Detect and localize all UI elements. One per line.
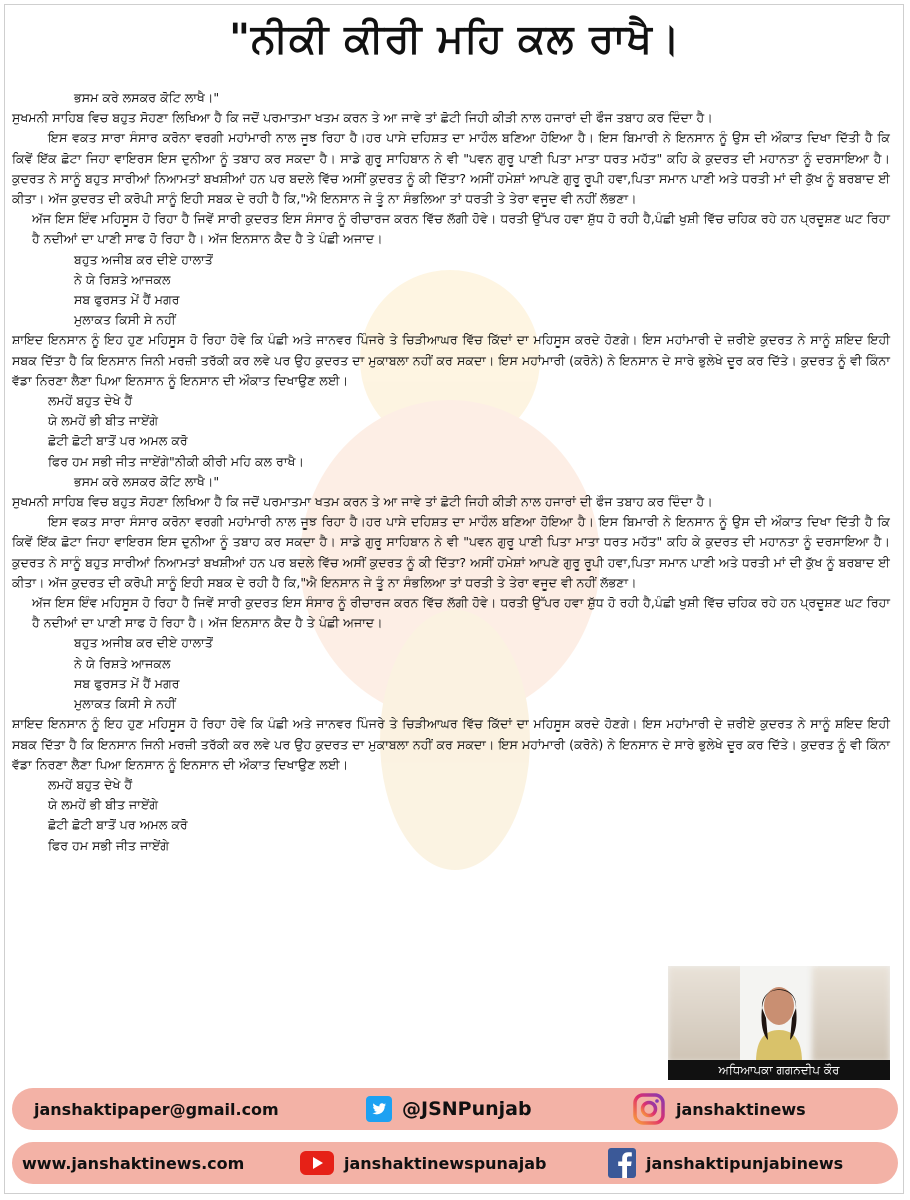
poem-line: ਯੇ ਲਮਹੇਂ ਭੀ ਬੀਤ ਜਾਏਂਗੇ <box>48 797 158 813</box>
facebook-link[interactable] <box>608 1148 843 1178</box>
poem-line: ਮੁਲਾਕਤ ਕਿਸੀ ਸੇ ਨਹੀਂ <box>74 312 176 328</box>
poem-line: ਲਮਹੇਂ ਬਹੁਤ ਦੇਖੇ ਹੈਂ <box>48 393 133 409</box>
blurred-background-right <box>812 966 890 1062</box>
paragraph: ਇਸ ਵਕਤ ਸਾਰਾ ਸੰਸਾਰ ਕਰੋਨਾ ਵਰਗੀ ਮਹਾਂਮਾਰੀ ਨਾਲ ਜੂਝ ਰਿਹਾ ਹੈ।ਹਰ ਪਾਸੇ ਦਹਿਸ਼ਤ ਦਾ ਮਾਹੌਲ ਬਣਿਆ ਹੋਇਆ ਹੈ। ਇਸ ਬਿਮਾਰੀ ਨੇ ਇਨਸਾਨ ਨੂੰ ਉਸ ਦੀ ਔਕਾਤ ਦਿਖਾ ਦਿੱਤੀ ਹੈ ਕਿ ਕਿਵੇਂ ਇੱਕ ਛੋਟਾ ਜਿਹਾ ਵਾਇਰਸ ਇਸ ਦੁਨੀਆ ਨੂੰ ਤਬਾਹ ਕਰ ਸਕਦਾ ਹੈ। ਸਾਡੇ ਗੁਰੂ ਸਾਹਿਬਾਨ ਨੇ ਵੀ "ਪਵਨ ਗੁਰੂ ਪਾਣੀ ਪਿਤਾ ਮਾਤਾ ਧਰਤ ਮਹੱਤ" ਕਹਿ ਕੇ ਕੁਦਰਤ ਦੀ ਮਹਾਨਤਾ ਨੂੰ ਦਰਸਾਇਆ ਹੈ। ਕੁਦਰਤ ਨੇ ਸਾਨੂੰ ਬਹੁਤ ਸਾਰੀਆਂ ਨਿਆਮਤਾਂ ਬਖਸ਼ੀਆਂ ਹਨ ਪਰ ਬਦਲੇ ਵਿੱਚ ਅਸੀਂ ਕੁਦਰਤ ਨੂੰ ਕੀ ਦਿੱਤਾ? ਅਸੀਂ ਹਮੇਸ਼ਾਂ ਆਪਣੇ ਗੁਰੂ ਰੂਪੀ ਹਵਾ,ਪਿਤਾ ਸਮਾਨ ਪਾਣੀ ਅਤੇ ਧਰਤੀ ਮਾਂ ਦੀ ਕੁੱਖ ਨੂੰ ਬਰਬਾਦ ਈ ਕੀਤਾ। ਅੱਜ ਕੁਦਰਤ ਦੀ ਕਰੋਪੀ ਸਾਨੂੰ ਇਹੀ ਸਬਕ ਦੇ ਰਹੀ ਹੈ ਕਿ,"ਐ ਇਨਸਾਨ ਜੇ ਤੂੰ ਨਾ ਸੰਭਲਿਆ ਤਾਂ ਧਰਤੀ ਤੇ ਤੇਰਾ ਵਜੂਦ ਵੀ ਨਹੀਂ ਲੱਭਣਾ। <box>12 130 890 207</box>
email-text[interactable]: janshaktipaper@gmail.com <box>34 1099 279 1119</box>
page-title: "ਨੀਕੀ ਕੀਰੀ ਮਹਿ ਕਲ ਰਾਖੈ। <box>229 16 681 62</box>
author-photo <box>668 966 890 1080</box>
paragraph: ਸ਼ਾਇਦ ਇਨਸਾਨ ਨੂੰ ਇਹ ਹੁਣ ਮਹਿਸੂਸ ਹੋ ਰਿਹਾ ਹੋਵੇ ਕਿ ਪੰਛੀ ਅਤੇ ਜਾਨਵਰ ਪਿੰਜਰੇ ਤੇ ਚਿੜੀਆਘਰ ਵਿੱਚ ਕਿੱਦਾਂ ਦਾ ਮਹਿਸੂਸ ਕਰਦੇ ਹੋਣਗੇ। ਇਸ ਮਹਾਂਮਾਰੀ ਦੇ ਜ਼ਰੀਏ ਕੁਦਰਤ ਨੇ ਸਾਨੂੰ ਸ਼ਇਦ ਇਹੀ ਸਬਕ ਦਿੱਤਾ ਹੈ ਕਿ ਇਨਸਾਨ ਜਿਨੀ ਮਰਜ਼ੀ ਤਰੱਕੀ ਕਰ ਲਵੇ ਪਰ ਉਹ ਕੁਦਰਤ ਦਾ ਮੁਕਾਬਲਾ ਨਹੀਂ ਕਰ ਸਕਦਾ। ਇਸ ਮਹਾਂਮਾਰੀ (ਕਰੋਨੇ) ਨੇ ਇਨਸਾਨ ਦੇ ਸਾਰੇ ਭੁਲੇਖੇ ਦੂਰ ਕਰ ਦਿੱਤੇ। ਕੁਦਰਤ ਨੂੰ ਵੀ ਕਿੰਨਾ ਵੱਡਾ ਨਿਰਣਾ ਲੈਣਾ ਪਿਆ ਇਨਸਾਨ ਨੂੰ ਇਨਸਾਨ ਦੀ ਔਕਾਤ ਦਿਖਾਉਣ ਲਈ। <box>12 332 890 388</box>
paragraph: ਸ਼ਾਇਦ ਇਨਸਾਨ ਨੂੰ ਇਹ ਹੁਣ ਮਹਿਸੂਸ ਹੋ ਰਿਹਾ ਹੋਵੇ ਕਿ ਪੰਛੀ ਅਤੇ ਜਾਨਵਰ ਪਿੰਜਰੇ ਤੇ ਚਿੜੀਆਘਰ ਵਿੱਚ ਕਿੱਦਾਂ ਦਾ ਮਹਿਸੂਸ ਕਰਦੇ ਹੋਣਗੇ। ਇਸ ਮਹਾਂਮਾਰੀ ਦੇ ਜ਼ਰੀਏ ਕੁਦਰਤ ਨੇ ਸਾਨੂੰ ਸ਼ਇਦ ਇਹੀ ਸਬਕ ਦਿੱਤਾ ਹੈ ਕਿ ਇਨਸਾਨ ਜਿਨੀ ਮਰਜ਼ੀ ਤਰੱਕੀ ਕਰ ਲਵੇ ਪਰ ਉਹ ਕੁਦਰਤ ਦਾ ਮੁਕਾਬਲਾ ਨਹੀਂ ਕਰ ਸਕਦਾ। ਇਸ ਮਹਾਂਮਾਰੀ (ਕਰੋਨੇ) ਨੇ ਇਨਸਾਨ ਦੇ ਸਾਰੇ ਭੁਲੇਖੇ ਦੂਰ ਕਰ ਦਿੱਤੇ। ਕੁਦਰਤ ਨੂੰ ਵੀ ਕਿੰਨਾ ਵੱਡਾ ਨਿਰਣਾ ਲੈਣਾ ਪਿਆ ਇਨਸਾਨ ਨੂੰ ਇਨਸਾਨ ਦੀ ਔਕਾਤ ਦਿਖਾਉਣ ਲਈ। <box>12 716 890 772</box>
twitter-handle[interactable]: @JSNPunjab <box>402 1098 532 1120</box>
poem-line: ਛੋਟੀ ਛੋਟੀ ਬਾਤੋਂ ਪਰ ਅਮਲ ਕਰੋ <box>48 433 188 449</box>
poem-line: ਨੇ ਯੇ ਰਿਸ਼ਤੇ ਆਜਕਲ <box>74 655 171 671</box>
poem-line: ਬਹੁਤ ਅਜੀਬ ਕਰ ਦੀਏ ਹਾਲਾਤੋਂ <box>74 635 213 651</box>
article-body <box>12 88 890 856</box>
poem-line: ਫਿਰ ਹਮ ਸਭੀ ਜੀਤ ਜਾਏਂਗੇ"ਨੀਕੀ ਕੀਰੀ ਮਹਿ ਕਲ ਰਾਖੈ। <box>48 453 304 469</box>
poem-line: ਫਿਰ ਹਮ ਸਭੀ ਜੀਤ ਜਾਏਂਗੇ <box>48 837 170 853</box>
instagram-handle[interactable]: janshaktinews <box>676 1099 806 1119</box>
website-text[interactable]: www.janshaktinews.com <box>22 1153 245 1173</box>
instagram-contact[interactable] <box>632 1092 806 1126</box>
website-link[interactable] <box>22 1154 244 1173</box>
author-portrait <box>740 966 818 1062</box>
poem-line: ਮੁਲਾਕਤ ਕਿਸੀ ਸੇ ਨਹੀਂ <box>74 696 176 712</box>
blurred-background-left <box>668 966 746 1062</box>
poem-line: ਨੇ ਯੇ ਰਿਸ਼ਤੇ ਆਜਕਲ <box>74 271 171 287</box>
footer-contact-bar <box>12 1088 898 1130</box>
poem-line: ਸਬ ਫੁਰਸਤ ਮੇਂ ਹੈਂ ਮਗਰ <box>74 292 180 308</box>
poem-line: ਛੋਟੀ ਛੋਟੀ ਬਾਤੋਂ ਪਰ ਅਮਲ ਕਰੋ <box>48 817 188 833</box>
author-caption: ਅਧਿਆਪਕਾ ਗਗਨਦੀਪ ਕੌਰ <box>668 1060 890 1080</box>
paragraph: ਸੁਖਮਨੀ ਸਾਹਿਬ ਵਿਚ ਬਹੁਤ ਸੋਹਣਾ ਲਿਖਿਆ ਹੈ ਕਿ ਜਦੋਂ ਪਰਮਾਤਮਾ ਖਤਮ ਕਰਨ ਤੇ ਆ ਜਾਵੇ ਤਾਂ ਛੋਟੀ ਜਿਹੀ ਕੀੜੀ ਨਾਲ ਹਜਾਰਾਂ ਦੀ ਫੌਜ ਤਬਾਹ ਕਰ ਦਿੰਦਾ ਹੈ। <box>12 494 713 510</box>
youtube-link[interactable] <box>300 1151 546 1175</box>
footer-links-bar <box>12 1142 898 1184</box>
facebook-page[interactable]: janshaktipunjabinews <box>646 1153 844 1173</box>
person-icon <box>740 966 818 1062</box>
verse-line: ਭਸਮ ਕਰੇ ਲਸਕਰ ਕੋਟਿ ਲਾਖੈ।" <box>74 473 220 489</box>
youtube-icon <box>300 1151 334 1175</box>
twitter-icon <box>366 1096 392 1122</box>
paragraph: ਸੁਖਮਨੀ ਸਾਹਿਬ ਵਿਚ ਬਹੁਤ ਸੋਹਣਾ ਲਿਖਿਆ ਹੈ ਕਿ ਜਦੋਂ ਪਰਮਾਤਮਾ ਖਤਮ ਕਰਨ ਤੇ ਆ ਜਾਵੇ ਤਾਂ ਛੋਟੀ ਜਿਹੀ ਕੀੜੀ ਨਾਲ ਹਜਾਰਾਂ ਦੀ ਫੌਜ ਤਬਾਹ ਕਰ ਦਿੰਦਾ ਹੈ। <box>12 110 713 126</box>
facebook-icon <box>608 1148 636 1178</box>
poem-line: ਸਬ ਫੁਰਸਤ ਮੇਂ ਹੈਂ ਮਗਰ <box>74 675 180 691</box>
twitter-contact[interactable] <box>366 1096 532 1122</box>
email-contact[interactable] <box>34 1100 279 1119</box>
poem-line: ਬਹੁਤ ਅਜੀਬ ਕਰ ਦੀਏ ਹਾਲਾਤੋਂ <box>74 251 213 267</box>
verse-line: ਭਸਮ ਕਰੇ ਲਸਕਰ ਕੋਟਿ ਲਾਖੈ।" <box>74 90 220 105</box>
paragraph: ਅੱਜ ਇਸ ਇੰਵ ਮਹਿਸੂਸ ਹੋ ਰਿਹਾ ਹੈ ਜਿਵੇਂ ਸਾਰੀ ਕੁਦਰਤ ਇਸ ਸੰਸਾਰ ਨੂੰ ਰੀਚਾਰਜ ਕਰਨ ਵਿੱਚ ਲੱਗੀ ਹੋਵੇ। ਧਰਤੀ ਉੱਪਰ ਹਵਾ ਸ਼ੁੱਧ ਹੋ ਰਹੀ ਹੈ,ਪੰਛੀ ਖੁਸ਼ੀ ਵਿੱਚ ਚਹਿਕ ਰਹੇ ਹਨ ਪ੍ਰਦੂਸ਼ਣ ਘਟ ਰਿਹਾ ਹੈ ਨਦੀਆਂ ਦਾ ਪਾਣੀ ਸਾਫ ਹੋ ਰਿਹਾ ਹੈ। ਅੱਜ ਇਨਸਾਨ ਕੈਦ ਹੈ ਤੇ ਪੰਛੀ ਅਜਾਦ। <box>32 595 890 631</box>
youtube-channel[interactable]: janshaktinewspunajab <box>344 1153 547 1173</box>
instagram-icon <box>632 1092 666 1126</box>
poem-line: ਲਮਹੇਂ ਬਹੁਤ ਦੇਖੇ ਹੈਂ <box>48 776 133 792</box>
paragraph: ਅੱਜ ਇਸ ਇੰਵ ਮਹਿਸੂਸ ਹੋ ਰਿਹਾ ਹੈ ਜਿਵੇਂ ਸਾਰੀ ਕੁਦਰਤ ਇਸ ਸੰਸਾਰ ਨੂੰ ਰੀਚਾਰਜ ਕਰਨ ਵਿੱਚ ਲੱਗੀ ਹੋਵੇ। ਧਰਤੀ ਉੱਪਰ ਹਵਾ ਸ਼ੁੱਧ ਹੋ ਰਹੀ ਹੈ,ਪੰਛੀ ਖੁਸ਼ੀ ਵਿੱਚ ਚਹਿਕ ਰਹੇ ਹਨ ਪ੍ਰਦੂਸ਼ਣ ਘਟ ਰਿਹਾ ਹੈ ਨਦੀਆਂ ਦਾ ਪਾਣੀ ਸਾਫ ਹੋ ਰਿਹਾ ਹੈ। ਅੱਜ ਇਨਸਾਨ ਕੈਦ ਹੈ ਤੇ ਪੰਛੀ ਅਜਾਦ। <box>32 211 890 247</box>
paragraph: ਇਸ ਵਕਤ ਸਾਰਾ ਸੰਸਾਰ ਕਰੋਨਾ ਵਰਗੀ ਮਹਾਂਮਾਰੀ ਨਾਲ ਜੂਝ ਰਿਹਾ ਹੈ।ਹਰ ਪਾਸੇ ਦਹਿਸ਼ਤ ਦਾ ਮਾਹੌਲ ਬਣਿਆ ਹੋਇਆ ਹੈ। ਇਸ ਬਿਮਾਰੀ ਨੇ ਇਨਸਾਨ ਨੂੰ ਉਸ ਦੀ ਔਕਾਤ ਦਿਖਾ ਦਿੱਤੀ ਹੈ ਕਿ ਕਿਵੇਂ ਇੱਕ ਛੋਟਾ ਜਿਹਾ ਵਾਇਰਸ ਇਸ ਦੁਨੀਆ ਨੂੰ ਤਬਾਹ ਕਰ ਸਕਦਾ ਹੈ। ਸਾਡੇ ਗੁਰੂ ਸਾਹਿਬਾਨ ਨੇ ਵੀ "ਪਵਨ ਗੁਰੂ ਪਾਣੀ ਪਿਤਾ ਮਾਤਾ ਧਰਤ ਮਹੱਤ" ਕਹਿ ਕੇ ਕੁਦਰਤ ਦੀ ਮਹਾਨਤਾ ਨੂੰ ਦਰਸਾਇਆ ਹੈ। ਕੁਦਰਤ ਨੇ ਸਾਨੂੰ ਬਹੁਤ ਸਾਰੀਆਂ ਨਿਆਮਤਾਂ ਬਖਸ਼ੀਆਂ ਹਨ ਪਰ ਬਦਲੇ ਵਿੱਚ ਅਸੀਂ ਕੁਦਰਤ ਨੂੰ ਕੀ ਦਿੱਤਾ? ਅਸੀਂ ਹਮੇਸ਼ਾਂ ਆਪਣੇ ਗੁਰੂ ਰੂਪੀ ਹਵਾ,ਪਿਤਾ ਸਮਾਨ ਪਾਣੀ ਅਤੇ ਧਰਤੀ ਮਾਂ ਦੀ ਕੁੱਖ ਨੂੰ ਬਰਬਾਦ ਈ ਕੀਤਾ। ਅੱਜ ਕੁਦਰਤ ਦੀ ਕਰੋਪੀ ਸਾਨੂੰ ਇਹੀ ਸਬਕ ਦੇ ਰਹੀ ਹੈ ਕਿ,"ਐ ਇਨਸਾਨ ਜੇ ਤੂੰ ਨਾ ਸੰਭਲਿਆ ਤਾਂ ਧਰਤੀ ਤੇ ਤੇਰਾ ਵਜੂਦ ਵੀ ਨਹੀਂ ਲੱਭਣਾ। <box>12 514 890 590</box>
poem-line: ਯੇ ਲਮਹੇਂ ਭੀ ਬੀਤ ਜਾਏਂਗੇ <box>48 413 158 429</box>
